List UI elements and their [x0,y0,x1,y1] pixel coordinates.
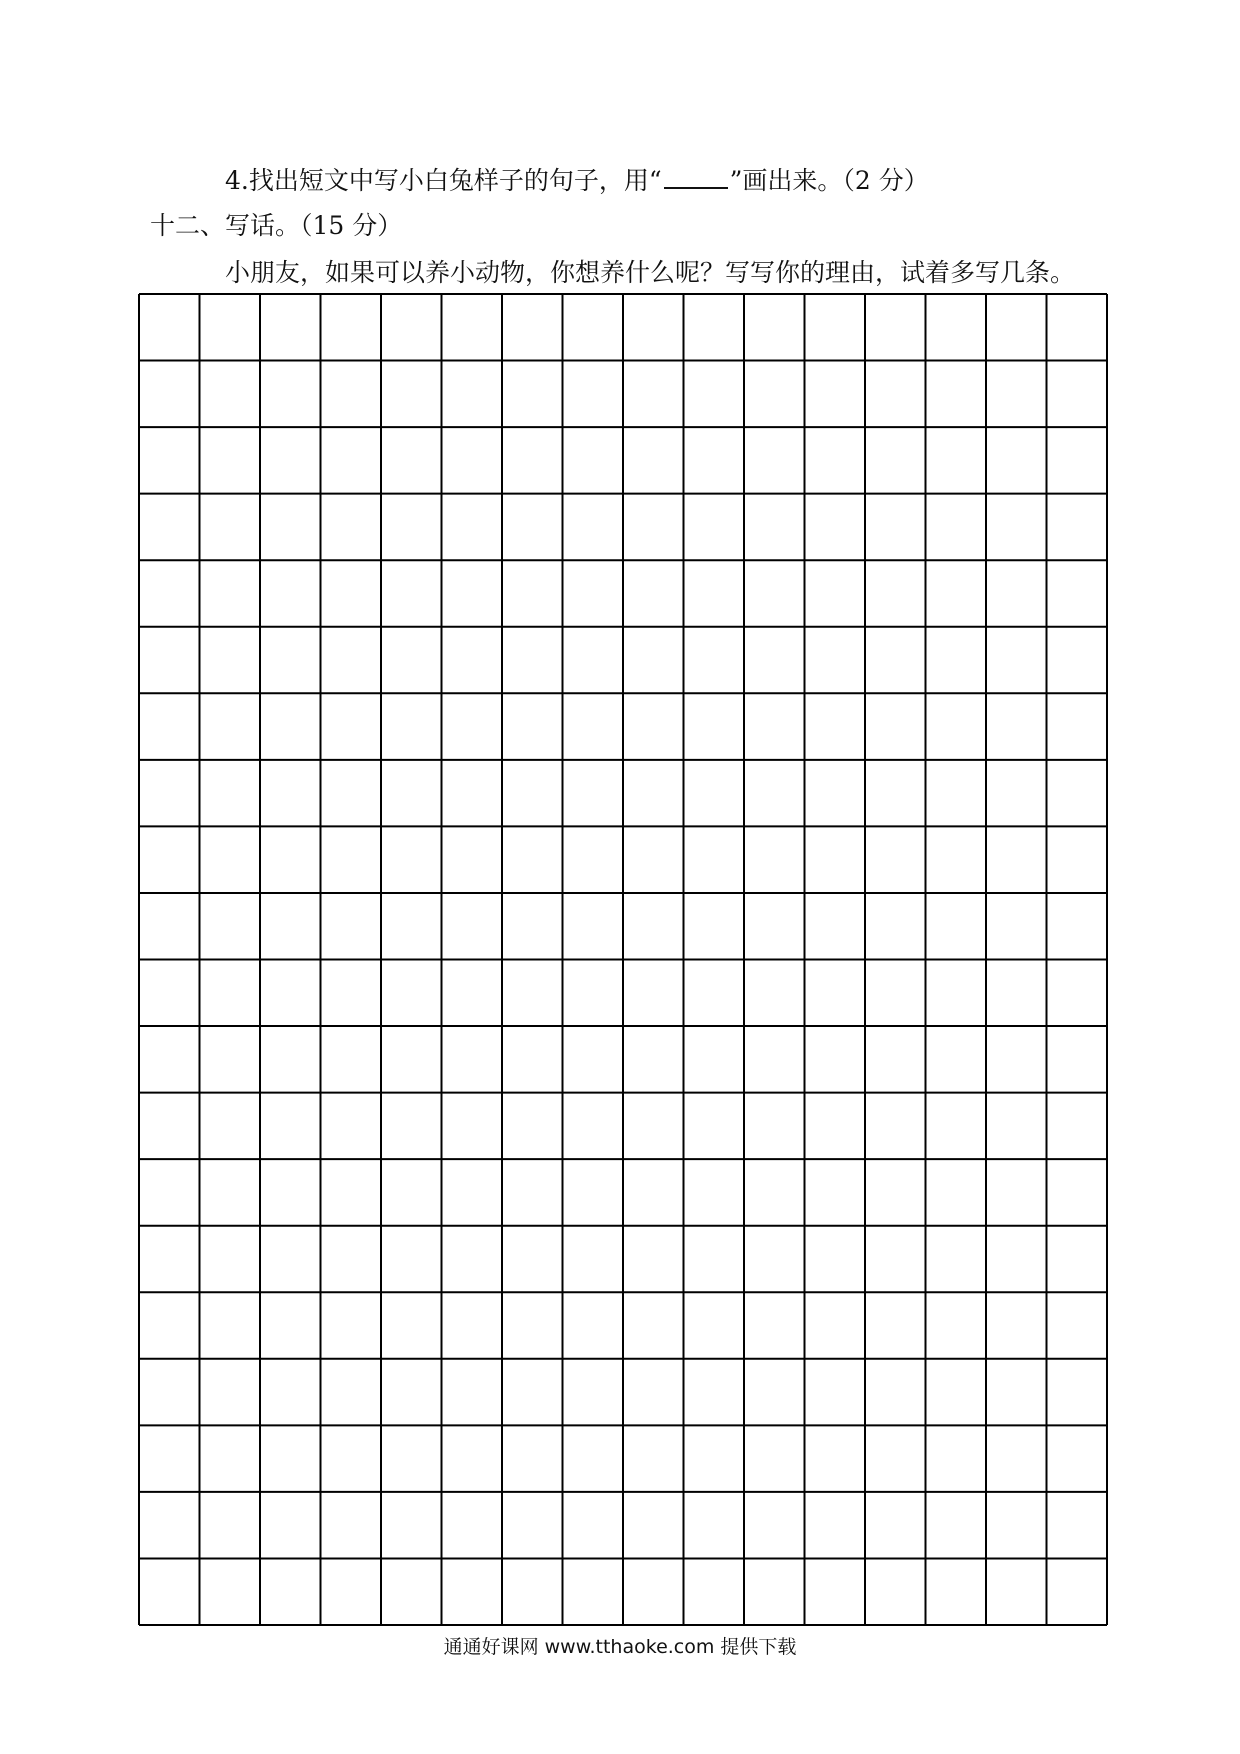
footer-source-note: 通通好课网 www.tthaoke.com 提供下载 [443,1636,797,1658]
writing-prompt: 小朋友，如果可以养小动物，你想养什么呢？写写你的理由，试着多写几条。 [225,258,1076,287]
question-4-text-end: ”画出来。（2 分） [729,166,929,195]
answer-underline-sample [664,165,728,189]
writing-grid[interactable] [138,293,1108,1626]
question-4-text-start: 4.找出短文中写小白兔样子的句子，用“ [225,166,662,195]
section-12-heading: 十二、写话。（15 分） [150,211,403,240]
question-4 [225,165,929,196]
